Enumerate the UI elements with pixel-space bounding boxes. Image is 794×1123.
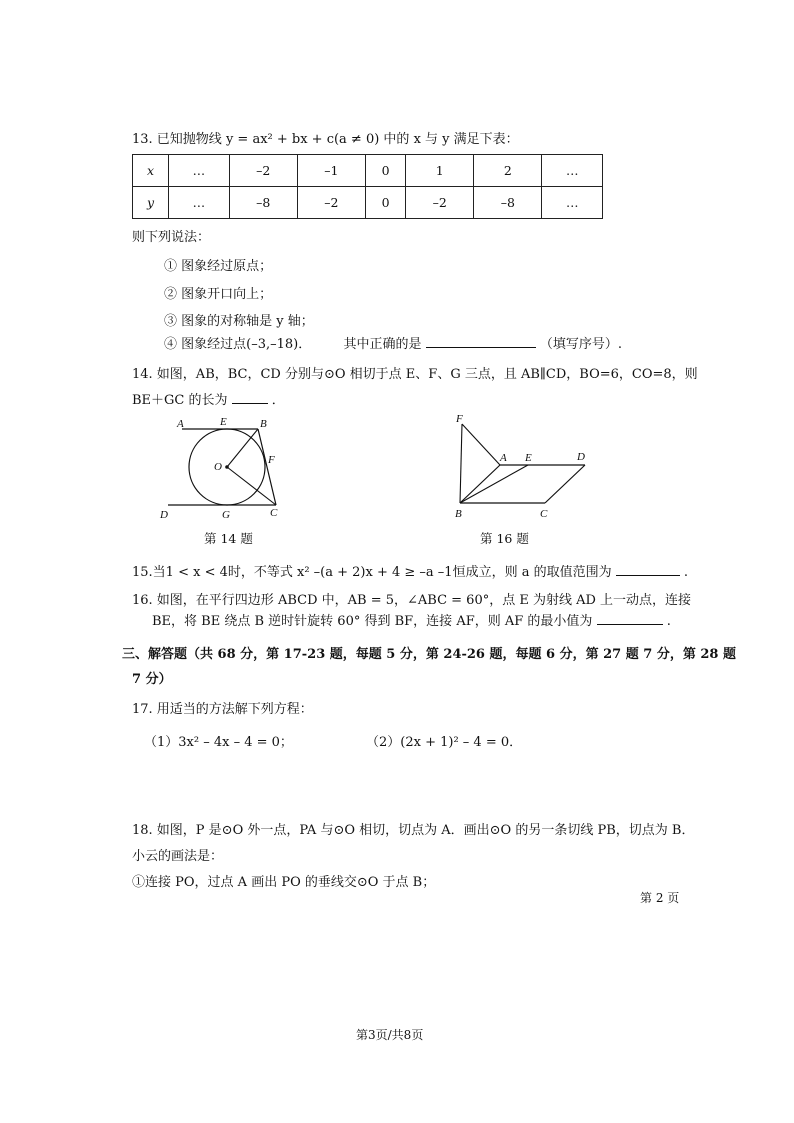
q16-line2 bbox=[152, 610, 671, 629]
q18-line2: 小云的画法是： bbox=[132, 849, 224, 864]
fig14-line-ob bbox=[227, 429, 258, 467]
q16-line1: 16. 如图，在平行四边形 ABCD 中，AB = 5，∠ABC = 60°，点 E 为射线 AD 上一动点，连接 bbox=[132, 593, 692, 608]
q13-answer-suffix: （填写序号）. bbox=[539, 337, 622, 352]
q13-answer-prompt: 其中正确的是 bbox=[343, 337, 422, 352]
fig14-label-d: D bbox=[160, 509, 168, 521]
q18-line3: ①连接 PO，过点 A 画出 PO 的垂线交⊙O 于点 B； bbox=[132, 875, 436, 890]
fig14-label-e: E bbox=[220, 416, 227, 428]
table-row-y bbox=[133, 187, 603, 219]
fig14-center-dot bbox=[225, 465, 229, 469]
table-cell: –1 bbox=[297, 155, 365, 187]
figure-16 bbox=[450, 408, 595, 523]
fig14-label-b: B bbox=[260, 418, 267, 430]
table-cell: x bbox=[133, 155, 169, 187]
table-row-x bbox=[133, 155, 603, 187]
q15-line bbox=[132, 561, 688, 580]
table-cell: –8 bbox=[229, 187, 297, 219]
q13-option-1: ① 图象经过原点； bbox=[164, 259, 273, 274]
section3-heading-line2: 7 分） bbox=[132, 672, 172, 687]
q18-line1: 18. 如图，P 是⊙O 外一点，PA 与⊙O 相切，切点为 A．画出⊙O 的另一条切线 PB，切点为 B． bbox=[132, 823, 695, 838]
q17-stem: 17. 用适当的方法解下列方程： bbox=[132, 702, 313, 717]
table-cell: –2 bbox=[297, 187, 365, 219]
q14-line2 bbox=[132, 389, 285, 408]
table-cell: … bbox=[542, 187, 603, 219]
q17-part2: （2）(2x + 1)² – 4 = 0． bbox=[366, 735, 523, 750]
fig14-label-o: O bbox=[214, 461, 222, 473]
fig16-line-fa bbox=[462, 424, 500, 465]
fig16-label-d: D bbox=[577, 451, 585, 463]
table-cell: … bbox=[169, 155, 230, 187]
q13-option-3: ③ 图象的对称轴是 y 轴； bbox=[164, 314, 314, 329]
fig14-label-g: G bbox=[222, 509, 230, 521]
page-number-local: 第 2 页 bbox=[640, 891, 680, 905]
q13-option-4 bbox=[164, 333, 622, 352]
table-cell: … bbox=[542, 155, 603, 187]
page-number-total: 第3页/共8页 bbox=[356, 1028, 424, 1042]
q16-line2-suffix: . bbox=[666, 614, 671, 629]
q13-option-4-text: ④ 图象经过点(–3,–18)． bbox=[164, 337, 312, 352]
fig16-line-bf bbox=[460, 424, 462, 503]
section3-heading-line1: 三、解答题（共 68 分，第 17-23 题，每题 5 分，第 24-26 题，每题 6 分，第 27 题 7 分，第 28 题 bbox=[122, 647, 736, 662]
fig14-label-f: F bbox=[268, 454, 275, 466]
q15-answer-blank[interactable] bbox=[616, 563, 680, 576]
table-cell: –8 bbox=[474, 187, 542, 219]
q16-answer-blank[interactable] bbox=[597, 612, 663, 625]
q17-part1: （1）3x² – 4x – 4 = 0； bbox=[144, 735, 293, 750]
q14-line2-text: BE＋GC 的长为 bbox=[132, 393, 228, 408]
q15-suffix: . bbox=[683, 565, 689, 580]
fig16-caption: 第 16 题 bbox=[480, 531, 529, 546]
fig14-caption: 第 14 题 bbox=[204, 531, 253, 546]
q13-intro: 则下列说法： bbox=[132, 230, 211, 245]
fig16-label-b: B bbox=[455, 508, 462, 520]
table-cell: … bbox=[169, 187, 230, 219]
q13-answer-blank[interactable] bbox=[426, 335, 536, 348]
q13-stem: 13. 已知抛物线 y = ax² + bx + c(a ≠ 0) 中的 x 与 y 满足下表： bbox=[132, 132, 519, 147]
fig14-label-c: C bbox=[270, 507, 278, 519]
table-cell: 0 bbox=[365, 155, 405, 187]
table-cell: 0 bbox=[365, 187, 405, 219]
table-cell: –2 bbox=[229, 155, 297, 187]
q14-answer-blank[interactable] bbox=[232, 391, 268, 404]
fig16-line-dc bbox=[545, 465, 585, 503]
q14-line2-suffix: ． bbox=[271, 393, 285, 408]
table-cell: –2 bbox=[406, 187, 474, 219]
q15-text: 15.当1 < x < 4时，不等式 x² –(a + 2)x + 4 ≥ –a –1恒成立，则 a 的取值范围为 bbox=[132, 565, 612, 580]
fig16-label-a: A bbox=[500, 452, 507, 464]
table-cell: 1 bbox=[406, 155, 474, 187]
table-cell: 2 bbox=[474, 155, 542, 187]
fig14-label-a: A bbox=[177, 418, 184, 430]
fig16-label-e: E bbox=[525, 452, 532, 464]
fig16-label-f: F bbox=[456, 413, 463, 425]
table-cell: y bbox=[133, 187, 169, 219]
q13-option-2: ② 图象开口向上； bbox=[164, 287, 273, 302]
q14-line1: 14. 如图，AB，BC，CD 分别与⊙O 相切于点 E、F、G 三点，且 AB∥CD，BO=6，CO=8，则 bbox=[132, 367, 698, 382]
figure-14 bbox=[150, 412, 295, 522]
q16-line2-text: BE，将 BE 绕点 B 逆时针旋转 60° 得到 BF，连接 AF，则 AF 的最小值为 bbox=[152, 614, 593, 629]
q13-value-table bbox=[132, 154, 603, 219]
fig16-label-c: C bbox=[540, 508, 548, 520]
